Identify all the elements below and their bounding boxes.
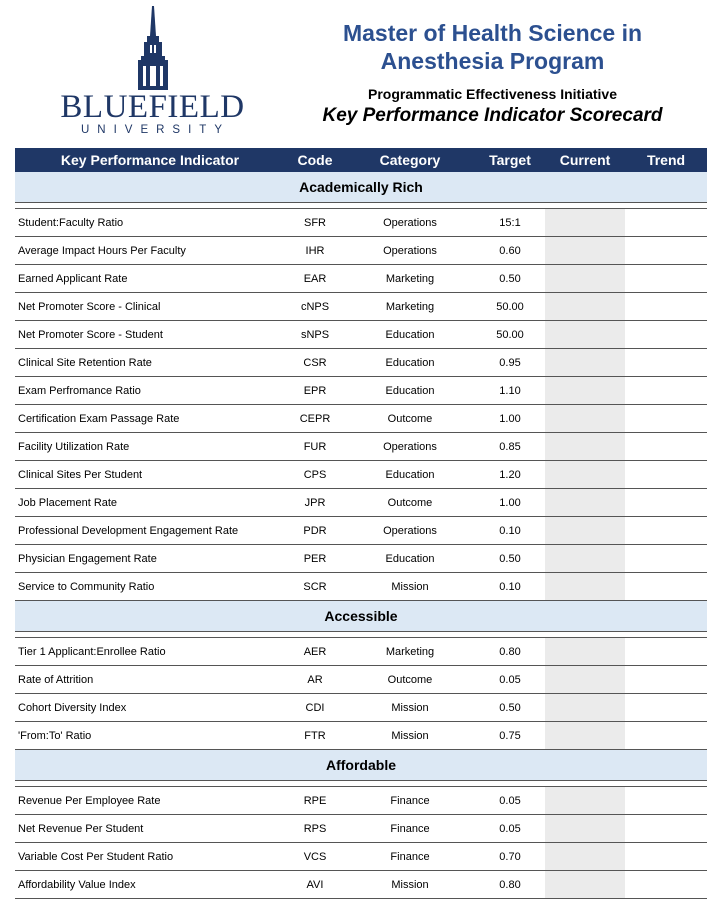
current-cell [545,377,625,404]
target-cell: 0.05 [499,794,521,807]
initiative-subtitle: Programmatic Effectiveness Initiative [368,86,617,102]
code-cell: SFR [304,216,326,229]
target-cell: 15:1 [499,216,521,229]
kpi-name-cell: Exam Perfromance Ratio [18,384,141,397]
code-cell: PDR [303,524,327,537]
target-cell: 0.10 [499,580,521,593]
kpi-name-cell: Net Promoter Score - Student [18,328,163,341]
target-cell: 1.00 [499,496,521,509]
category-cell: Education [385,328,435,341]
current-cell [545,638,625,665]
target-cell: 0.85 [499,440,521,453]
code-cell: JPR [304,496,326,509]
code-cell: AVI [306,878,324,891]
code-cell: SCR [303,580,327,593]
kpi-table [15,148,707,899]
target-cell: 0.80 [499,645,521,658]
category-cell: Marketing [385,300,435,313]
current-cell [545,321,625,348]
target-cell: 0.05 [499,673,521,686]
table-row [15,349,707,377]
target-cell: 0.50 [499,272,521,285]
current-cell [545,871,625,898]
category-cell: Outcome [387,412,433,425]
table-row [15,638,707,666]
current-cell [545,843,625,870]
category-cell: Education [385,356,435,369]
category-cell: Mission [391,878,429,891]
kpi-name-cell: Clinical Sites Per Student [18,468,143,481]
target-cell: 50.00 [496,300,524,313]
current-cell [545,573,625,600]
target-cell: 0.10 [499,524,521,537]
table-row [15,377,707,405]
program-title-line1: Master of Health Science in [342,20,643,46]
kpi-name-cell: Affordability Value Index [18,878,136,891]
code-cell: EPR [303,384,327,397]
category-cell: Operations [383,244,437,257]
table-body [15,172,707,899]
kpi-name-cell: Physician Engagement Rate [18,552,157,565]
target-cell: 0.80 [499,878,521,891]
target-cell: 0.70 [499,850,521,863]
code-cell: RPS [303,822,327,835]
kpi-name-cell: Net Revenue Per Student [18,822,144,835]
header-current: Current [559,152,611,168]
current-cell [545,517,625,544]
code-cell: CSR [303,356,327,369]
kpi-name-cell: Revenue Per Employee Rate [18,794,161,807]
table-row [15,545,707,573]
kpi-name-cell: Net Promoter Score - Clinical [18,300,161,313]
kpi-name-cell: Rate of Attrition [18,673,94,686]
target-cell: 0.75 [499,729,521,742]
current-cell [545,293,625,320]
section-header: Accessible [15,601,707,632]
section-header: Affordable [15,750,707,781]
kpi-name-cell: Cohort Diversity Index [18,701,127,714]
current-cell [545,722,625,749]
table-row [15,433,707,461]
category-cell: Mission [391,701,429,714]
category-cell: Marketing [385,272,435,285]
current-cell [545,815,625,842]
category-cell: Education [385,552,435,565]
current-cell [545,489,625,516]
table-row [15,694,707,722]
kpi-name-cell: Clinical Site Retention Rate [18,356,152,369]
category-cell: Finance [390,794,430,807]
category-cell: Operations [383,216,437,229]
code-cell: EAR [303,272,327,285]
table-row [15,321,707,349]
code-cell: IHR [305,244,325,257]
header-trend: Trend [646,152,686,168]
table-row [15,489,707,517]
bluefield-logo [40,6,265,138]
category-cell: Finance [390,850,430,863]
category-cell: Education [385,468,435,481]
target-cell: 0.50 [499,701,521,714]
program-title-line2: Anesthesia Program [380,48,605,74]
current-cell [545,209,625,236]
kpi-name-cell: Professional Development Engagement Rate [18,524,239,537]
scorecard-title: Key Performance Indicator Scorecard [322,105,663,126]
current-cell [545,694,625,721]
table-row [15,573,707,601]
kpi-name-cell: Average Impact Hours Per Faculty [18,244,186,257]
current-cell [545,237,625,264]
target-cell: 1.00 [499,412,521,425]
header-kpi: Key Performance Indicator [60,152,240,168]
table-row [15,237,707,265]
table-row [15,293,707,321]
current-cell [545,405,625,432]
code-cell: AER [303,645,327,658]
table-row [15,209,707,237]
code-cell: FUR [303,440,327,453]
table-row [15,666,707,694]
kpi-name-cell: Variable Cost Per Student Ratio [18,850,174,863]
code-cell: FTR [304,729,326,742]
table-row [15,405,707,433]
current-cell [545,666,625,693]
table-row [15,461,707,489]
target-cell: 0.50 [499,552,521,565]
section-header: Academically Rich [15,172,707,203]
target-cell: 0.60 [499,244,521,257]
code-cell: PER [303,552,327,565]
logo-wordmark: BLUEFIELD [60,89,245,125]
kpi-name-cell: 'From:To' Ratio [18,729,92,742]
table-header [15,148,707,172]
code-cell: CDI [305,701,325,714]
table-row [15,871,707,899]
header-code: Code [297,152,333,168]
header-category: Category [379,152,441,168]
kpi-name-cell: Earned Applicant Rate [18,272,128,285]
kpi-name-cell: Service to Community Ratio [18,580,155,593]
category-cell: Operations [383,524,437,537]
code-cell: CEPR [299,412,331,425]
kpi-name-cell: Job Placement Rate [18,496,118,509]
category-cell: Mission [391,729,429,742]
code-cell: RPE [303,794,327,807]
target-cell: 1.20 [499,468,521,481]
category-cell: Education [385,384,435,397]
code-cell: AR [307,673,323,686]
code-cell: CPS [303,468,327,481]
category-cell: Finance [390,822,430,835]
table-row [15,843,707,871]
target-cell: 0.95 [499,356,521,369]
table-row [15,787,707,815]
logo-subtitle: UNIVERSITY [80,124,230,136]
current-cell [545,265,625,292]
kpi-name-cell: Certification Exam Passage Rate [18,412,180,425]
header-target: Target [489,152,531,168]
table-row [15,722,707,750]
kpi-name-cell: Student:Faculty Ratio [18,216,124,229]
kpi-name-cell: Tier 1 Applicant:Enrollee Ratio [18,645,166,658]
current-cell [545,461,625,488]
kpi-name-cell: Facility Utilization Rate [18,440,130,453]
category-cell: Outcome [387,496,433,509]
code-cell: sNPS [300,328,330,341]
chapel-steeple-icon [123,6,183,90]
current-cell [545,433,625,460]
current-cell [545,545,625,572]
target-cell: 1.10 [499,384,521,397]
category-cell: Mission [391,580,429,593]
code-cell: cNPS [300,300,330,313]
table-row [15,265,707,293]
target-cell: 50.00 [496,328,524,341]
category-cell: Outcome [387,673,433,686]
code-cell: VCS [303,850,327,863]
current-cell [545,787,625,814]
current-cell [545,349,625,376]
category-cell: Marketing [385,645,435,658]
table-row [15,815,707,843]
category-cell: Operations [383,440,437,453]
table-row [15,517,707,545]
target-cell: 0.05 [499,822,521,835]
